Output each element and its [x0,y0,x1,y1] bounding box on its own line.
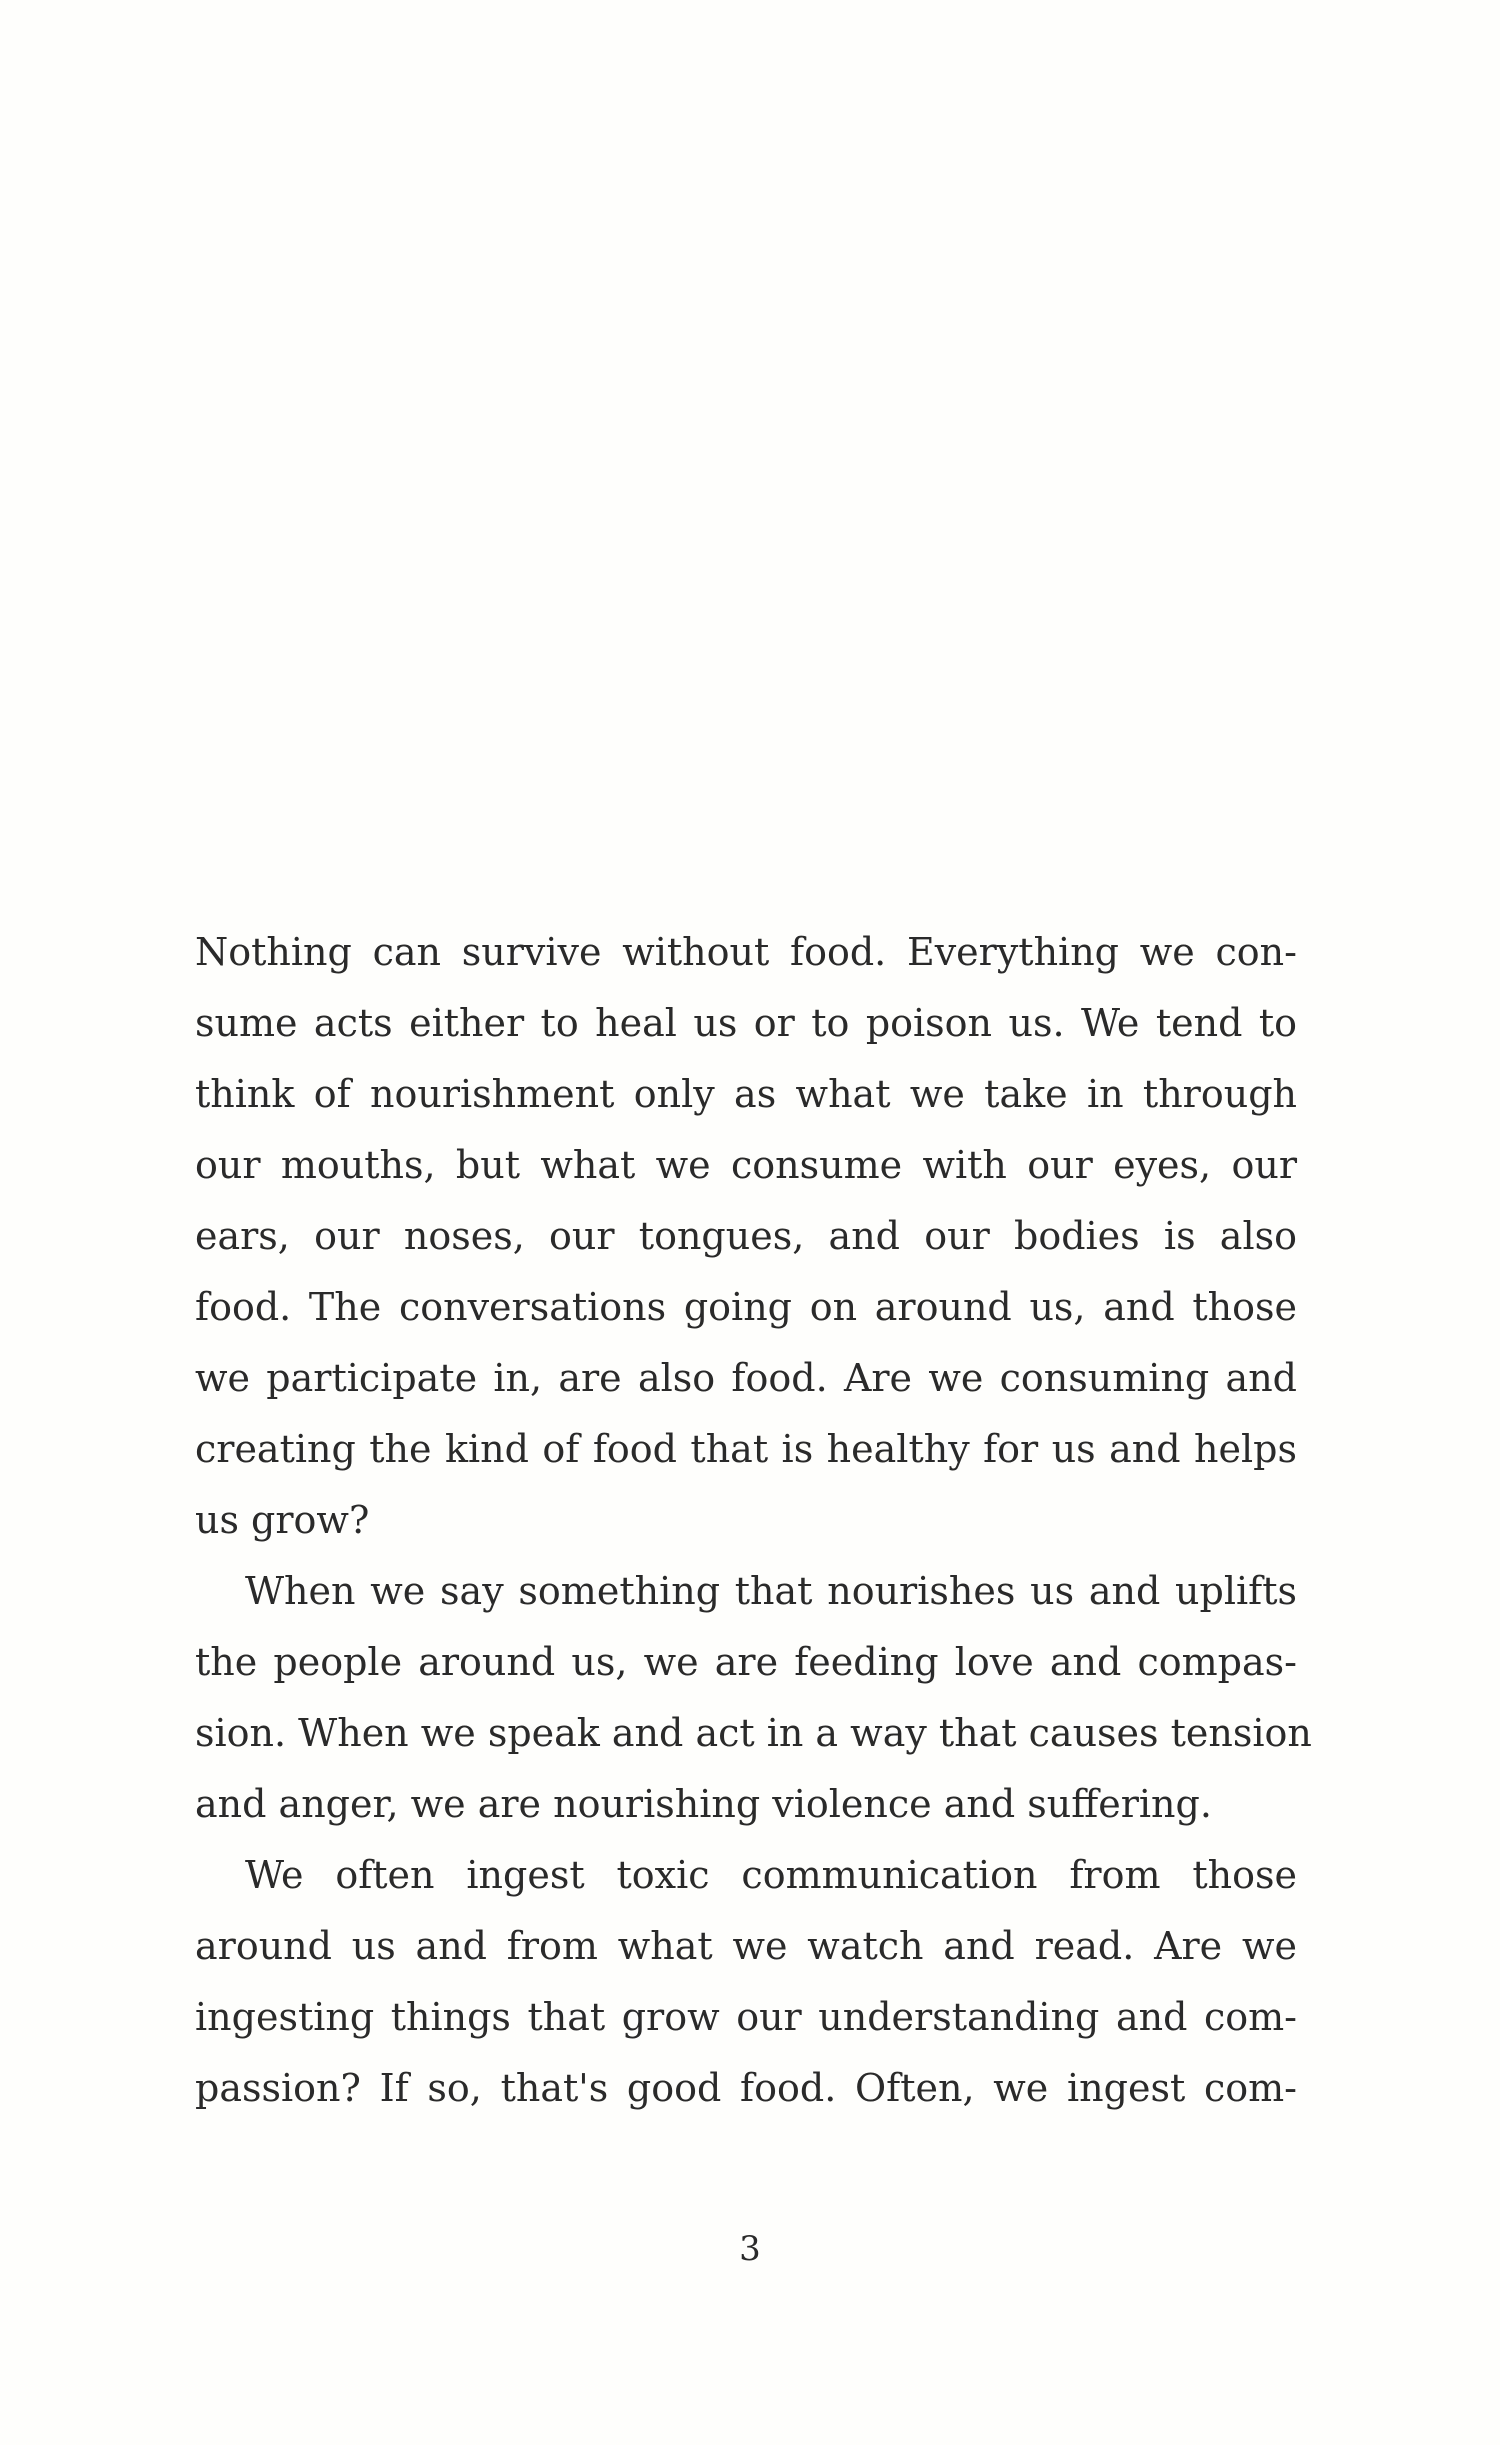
text-line: passion? If so, that's good food. Often, we ingest com- [195,2066,1297,2110]
text-line: When we say something that nourishes us and uplifts [245,1569,1297,1613]
text-line: around us and from what we watch and read. Are we [195,1924,1297,1968]
text-line: We often ingest toxic communication from those [245,1853,1297,1897]
text-line: creating the kind of food that is healthy for us and helps [195,1427,1297,1471]
text-line: ears, our noses, our tongues, and our bodies is also [195,1214,1297,1258]
paragraph [195,917,1297,1556]
page-number: 3 [739,2229,761,2269]
text-line: and anger, we are nourishing violence and suffering. [195,1782,1212,1826]
text-line: sume acts either to heal us or to poison us. We tend to [195,1001,1297,1045]
paragraph [195,1840,1297,2124]
text-line: food. The conversations going on around us, and those [195,1285,1297,1329]
text-line: ingesting things that grow our understanding and com- [195,1995,1297,2039]
text-line: the people around us, we are feeding love and compas- [195,1640,1297,1684]
text-line: sion. When we speak and act in a way that causes tension [195,1711,1312,1755]
body-text [195,917,1312,2124]
text-line: Nothing can survive without food. Everything we con- [195,930,1297,974]
text-line: we participate in, are also food. Are we consuming and [195,1356,1297,1400]
text-line: think of nourishment only as what we take in through [195,1072,1297,1116]
text-line: us grow? [195,1498,370,1542]
text-line: our mouths, but what we consume with our eyes, our [195,1143,1297,1187]
paragraph [195,1556,1312,1840]
